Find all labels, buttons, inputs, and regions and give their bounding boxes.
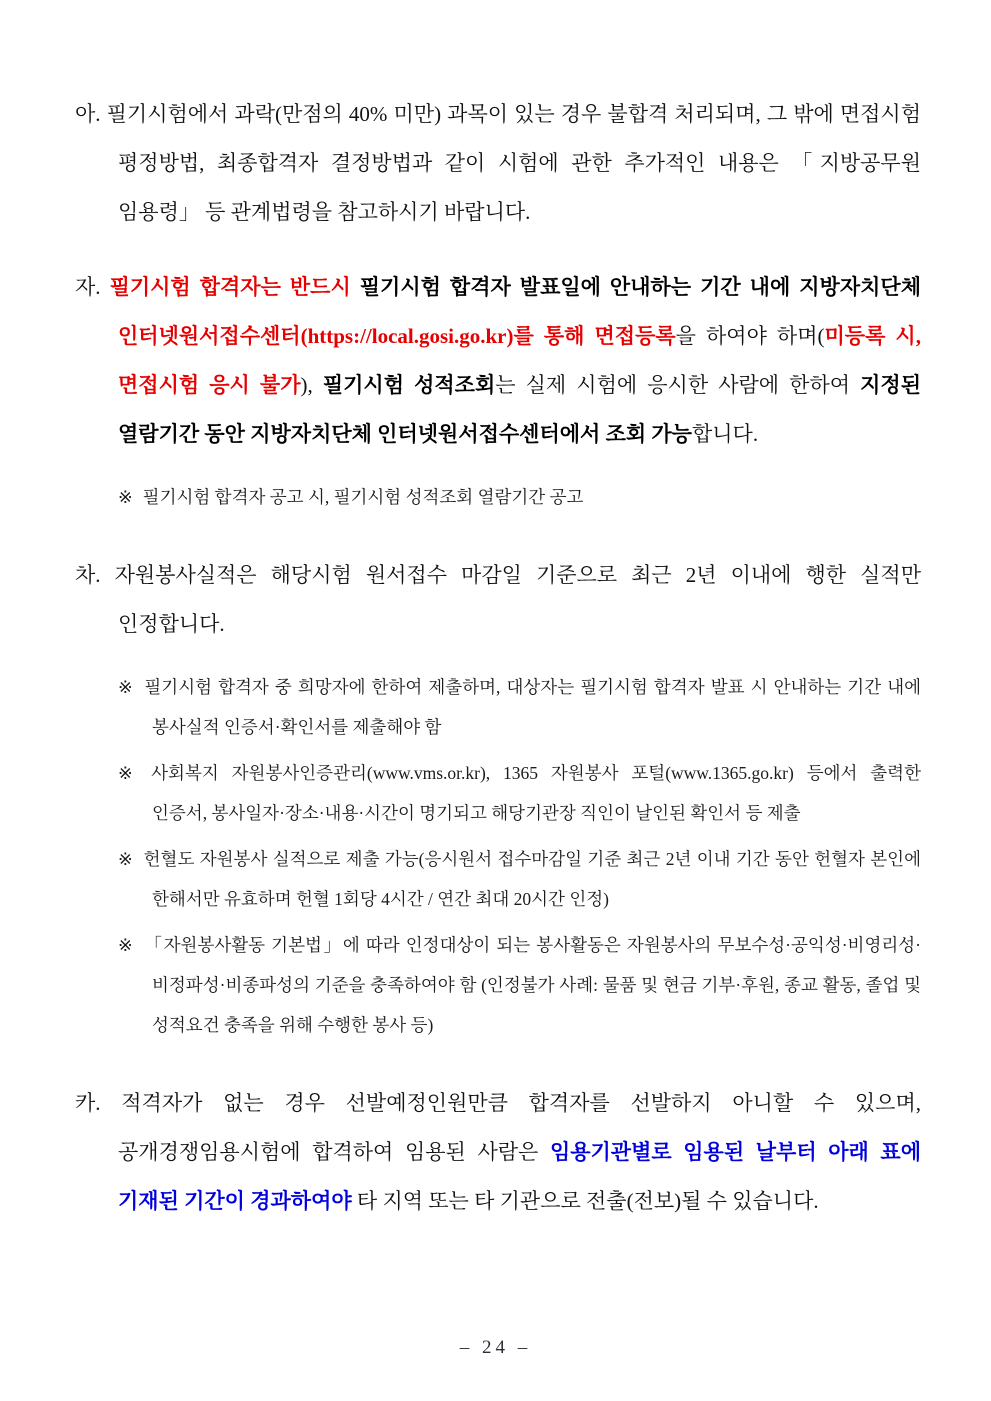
page-number: – 24 – (459, 1337, 532, 1358)
text-run: 미등록 시, 면접시험 응시 불가 (118, 324, 921, 397)
text-run: 적격자가 없는 경우 선발예정인원만큼 합격자를 선발하지 아니할 수 있으며, 공개경쟁임용시험에 합격하여 임용된 사람은 (118, 1091, 921, 1164)
footnote-text: 「자원봉사활동 기본법」에 따라 인정대상이 되는 봉사활동은 자원봉사의 무보수성·공익성·비영리성·비정파성·비종파성의 기준을 충족하여야 함 (인정불가 사례: 물품 및 현금 기부·후원, 종교 활동, 졸업 및 성적요건 충족을 위해 수행한 봉사 등) (144, 935, 921, 1035)
section-paragraph (75, 1079, 921, 1226)
text-run: 는 실제 시험에 응시한 사람에 한하여 (495, 373, 861, 397)
footnote-text: 사회복지 자원봉사인증관리(www.vms.or.kr), 1365 자원봉사 포털(www.1365.go.kr) 등에서 출력한 인증서, 봉사일자·장소·내용·시간이 명기되고 해당기관장 직인이 날인된 확인서 등 제출 (151, 763, 921, 823)
reference-mark-icon: ※ (118, 487, 133, 507)
document-section (75, 551, 921, 1045)
reference-mark-icon: ※ (118, 849, 134, 869)
section-text (110, 275, 921, 446)
section-text (107, 102, 921, 224)
text-run: 합니다. (691, 422, 759, 446)
section-paragraph (75, 90, 921, 237)
text-run: 필기시험 합격자 발표일에 안내하는 기간 내에 지방자치단체 (359, 275, 921, 299)
document-section (75, 1079, 921, 1226)
text-run: 자원봉사실적은 해당시험 원서접수 마감일 기준으로 최근 2년 이내에 행한 실적만 인정합니다. (114, 563, 921, 636)
text-run: 필기시험 합격자는 반드시 (109, 275, 360, 299)
text-run: 지정된 열람기간 동안 지방자치단체 인터넷원서접수센터에서 조회 가능 (118, 373, 921, 446)
footnote-text: 필기시험 합격자 공고 시, 필기시험 성적조회 열람기간 공고 (142, 487, 584, 507)
reference-mark-icon: ※ (118, 935, 135, 955)
section-label: 카. (75, 1091, 122, 1115)
footnote-text: 필기시험 합격자 중 희망자에 한하여 제출하며, 대상자는 필기시험 합격자 발표 시 안내하는 기간 내에 봉사실적 인증서·확인서를 제출해야 함 (144, 677, 921, 737)
section-notes (75, 477, 921, 517)
footnote-text: 헌혈도 자원봉사 실적으로 제출 가능(응시원서 접수마감일 기준 최근 2년 이내 기간 동안 헌혈자 본인에 한해서만 유효하며 헌혈 1회당 4시간 / 연간 최대 20시간 인정) (143, 849, 921, 909)
text-run: 타 지역 또는 타 기관으로 전출(전보)될 수 있습니다. (351, 1189, 819, 1213)
text-run: 을 하여야 하며( (675, 324, 825, 348)
section-paragraph (75, 551, 921, 649)
reference-mark-icon: ※ (118, 677, 135, 697)
document-body (75, 90, 921, 1226)
section-notes (75, 667, 921, 1045)
section-label: 차. (75, 563, 115, 587)
text-run: 임용기관별로 임용된 날부터 아래 표에 기재된 기간이 경과하여야 (118, 1140, 922, 1213)
footnote (118, 925, 921, 1045)
footnote (118, 477, 921, 517)
reference-mark-icon: ※ (118, 763, 142, 783)
section-text (115, 563, 921, 636)
footnote (118, 753, 921, 833)
text-run: 필기시험 성적조회 (322, 373, 496, 397)
footnote (118, 839, 921, 919)
document-section (75, 263, 921, 517)
text-run: ), (300, 373, 323, 397)
text-run: 인터넷원서접수센터(https://local.gosi.go.kr)를 통해 면접등록 (118, 324, 676, 348)
document-section (75, 90, 921, 237)
section-label: 아. (75, 102, 107, 126)
section-text (118, 1091, 921, 1213)
section-label: 자. (75, 275, 110, 299)
section-paragraph (75, 263, 921, 459)
text-run: 필기시험에서 과락(만점의 40% 미만) 과목이 있는 경우 불합격 처리되며, 그 밖에 면접시험 평정방법, 최종합격자 결정방법과 같이 시험에 관한 추가적인 내용은 「지방공무원 임용령」 등 관계법령을 참고하시기 바랍니다. (106, 102, 921, 224)
footnote (118, 667, 921, 747)
